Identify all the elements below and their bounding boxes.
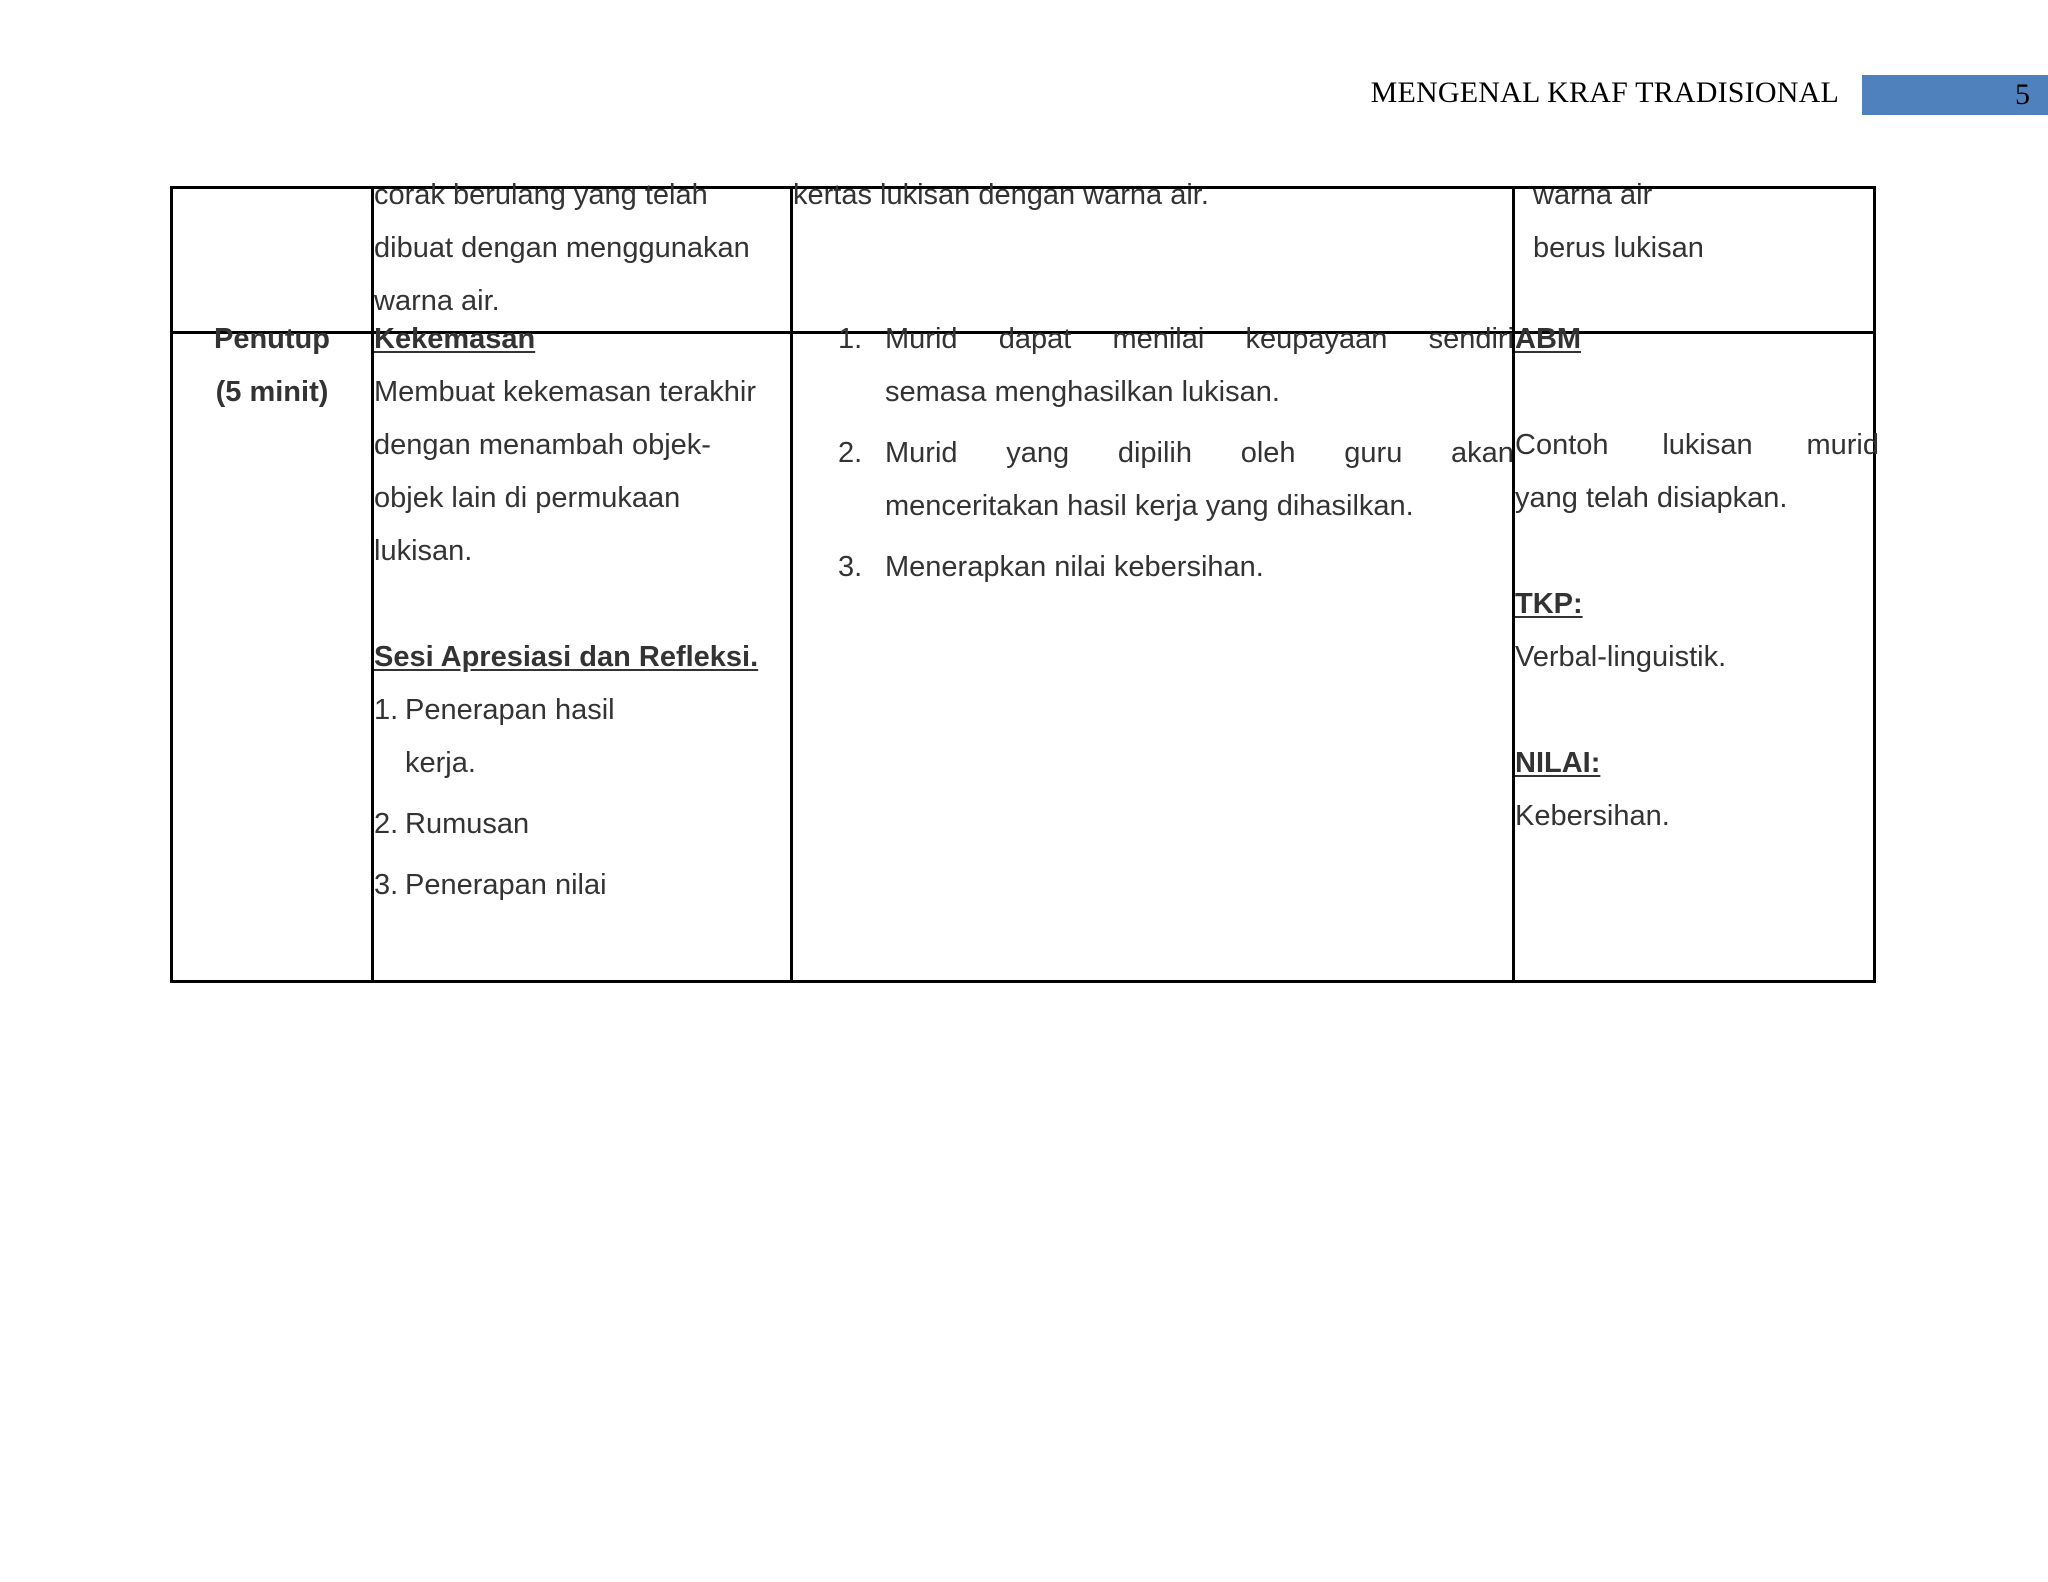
row1-col3-cell bbox=[793, 169, 1209, 222]
text-line: Menerapkan nilai kebersihan. bbox=[885, 551, 1264, 583]
nilai-value: Kebersihan. bbox=[1515, 800, 1670, 832]
lesson-plan-table bbox=[170, 179, 1879, 983]
phase-cell bbox=[173, 313, 371, 419]
list-item bbox=[374, 859, 788, 912]
justified-line bbox=[885, 313, 1514, 366]
word: dapat bbox=[998, 323, 1072, 355]
spacer bbox=[1515, 684, 1879, 737]
text-line: menceritakan hasil kerja yang dihasilkan. bbox=[885, 490, 1414, 522]
row1-col2-cell bbox=[374, 169, 750, 328]
word: lukisan bbox=[1662, 429, 1753, 461]
list-number: 1. bbox=[374, 694, 399, 726]
text-line: yang telah disiapkan. bbox=[1515, 482, 1788, 514]
list-item bbox=[374, 798, 788, 851]
text-line: berus lukisan bbox=[1533, 232, 1704, 264]
text-line: semasa menghasilkan lukisan. bbox=[885, 376, 1280, 408]
word: oleh bbox=[1240, 437, 1296, 469]
text-line: warna air. bbox=[374, 285, 500, 317]
list-item bbox=[374, 684, 788, 790]
text-line: warna air bbox=[1533, 179, 1653, 211]
list-item bbox=[838, 313, 1514, 419]
column-divider bbox=[790, 189, 793, 980]
spacer bbox=[1515, 366, 1879, 419]
text-line: Membuat kekemasan terakhir bbox=[374, 376, 756, 408]
row2-col3-cell bbox=[838, 313, 1514, 594]
page-number: 5 bbox=[2015, 78, 2030, 111]
text-line: dibuat dengan menggunakan bbox=[374, 232, 750, 264]
text-line: kerja. bbox=[405, 747, 476, 779]
word: dipilih bbox=[1117, 437, 1193, 469]
row1-col4-cell bbox=[1533, 169, 1704, 275]
list-item bbox=[838, 427, 1514, 533]
word: akan bbox=[1451, 437, 1514, 469]
list-number: 2. bbox=[838, 437, 863, 469]
running-header-title: MENGENAL KRAF TRADISIONAL bbox=[1370, 76, 1839, 109]
text-line: dengan menambah objek- bbox=[374, 429, 711, 461]
text-line: lukisan. bbox=[374, 535, 473, 567]
reflection-heading: Sesi Apresiasi dan Refleksi. bbox=[374, 641, 759, 673]
word: Contoh bbox=[1515, 429, 1609, 461]
phase-duration: (5 minit) bbox=[215, 376, 329, 408]
justified-line bbox=[1515, 419, 1879, 472]
list-number: 2. bbox=[374, 808, 399, 840]
kekemasan-heading: Kekemasan bbox=[374, 323, 536, 355]
page-number-box bbox=[1862, 75, 2048, 115]
word: yang bbox=[1006, 437, 1070, 469]
nilai-heading: NILAI: bbox=[1515, 747, 1601, 779]
word: menilai bbox=[1112, 323, 1205, 355]
list-item bbox=[838, 541, 1514, 594]
list-number: 1. bbox=[838, 323, 863, 355]
text-line: Penerapan nilai bbox=[405, 869, 607, 901]
row2-col4-cell bbox=[1515, 313, 1879, 843]
tkp-value: Verbal-linguistik. bbox=[1515, 641, 1727, 673]
phase-label: Penutup bbox=[214, 323, 330, 355]
word: Murid bbox=[885, 323, 958, 355]
word: sendiri bbox=[1428, 323, 1514, 355]
text-line: Penerapan hasil bbox=[405, 694, 615, 726]
spacer bbox=[374, 578, 788, 631]
list-number: 3. bbox=[838, 551, 863, 583]
word: guru bbox=[1344, 437, 1403, 469]
justified-line bbox=[885, 427, 1514, 480]
abm-heading: ABM bbox=[1515, 323, 1582, 355]
tkp-heading: TKP: bbox=[1515, 588, 1583, 620]
row2-col2-cell bbox=[374, 313, 788, 912]
list-number: 3. bbox=[374, 869, 399, 901]
word: murid bbox=[1806, 429, 1879, 461]
text-line: kertas lukisan dengan warna air. bbox=[793, 179, 1209, 211]
spacer bbox=[1515, 525, 1879, 578]
word: keupayaan bbox=[1245, 323, 1388, 355]
text-line: objek lain di permukaan bbox=[374, 482, 681, 514]
text-line: corak berulang yang telah bbox=[374, 179, 708, 211]
word: Murid bbox=[885, 437, 958, 469]
text-line: Rumusan bbox=[405, 808, 530, 840]
